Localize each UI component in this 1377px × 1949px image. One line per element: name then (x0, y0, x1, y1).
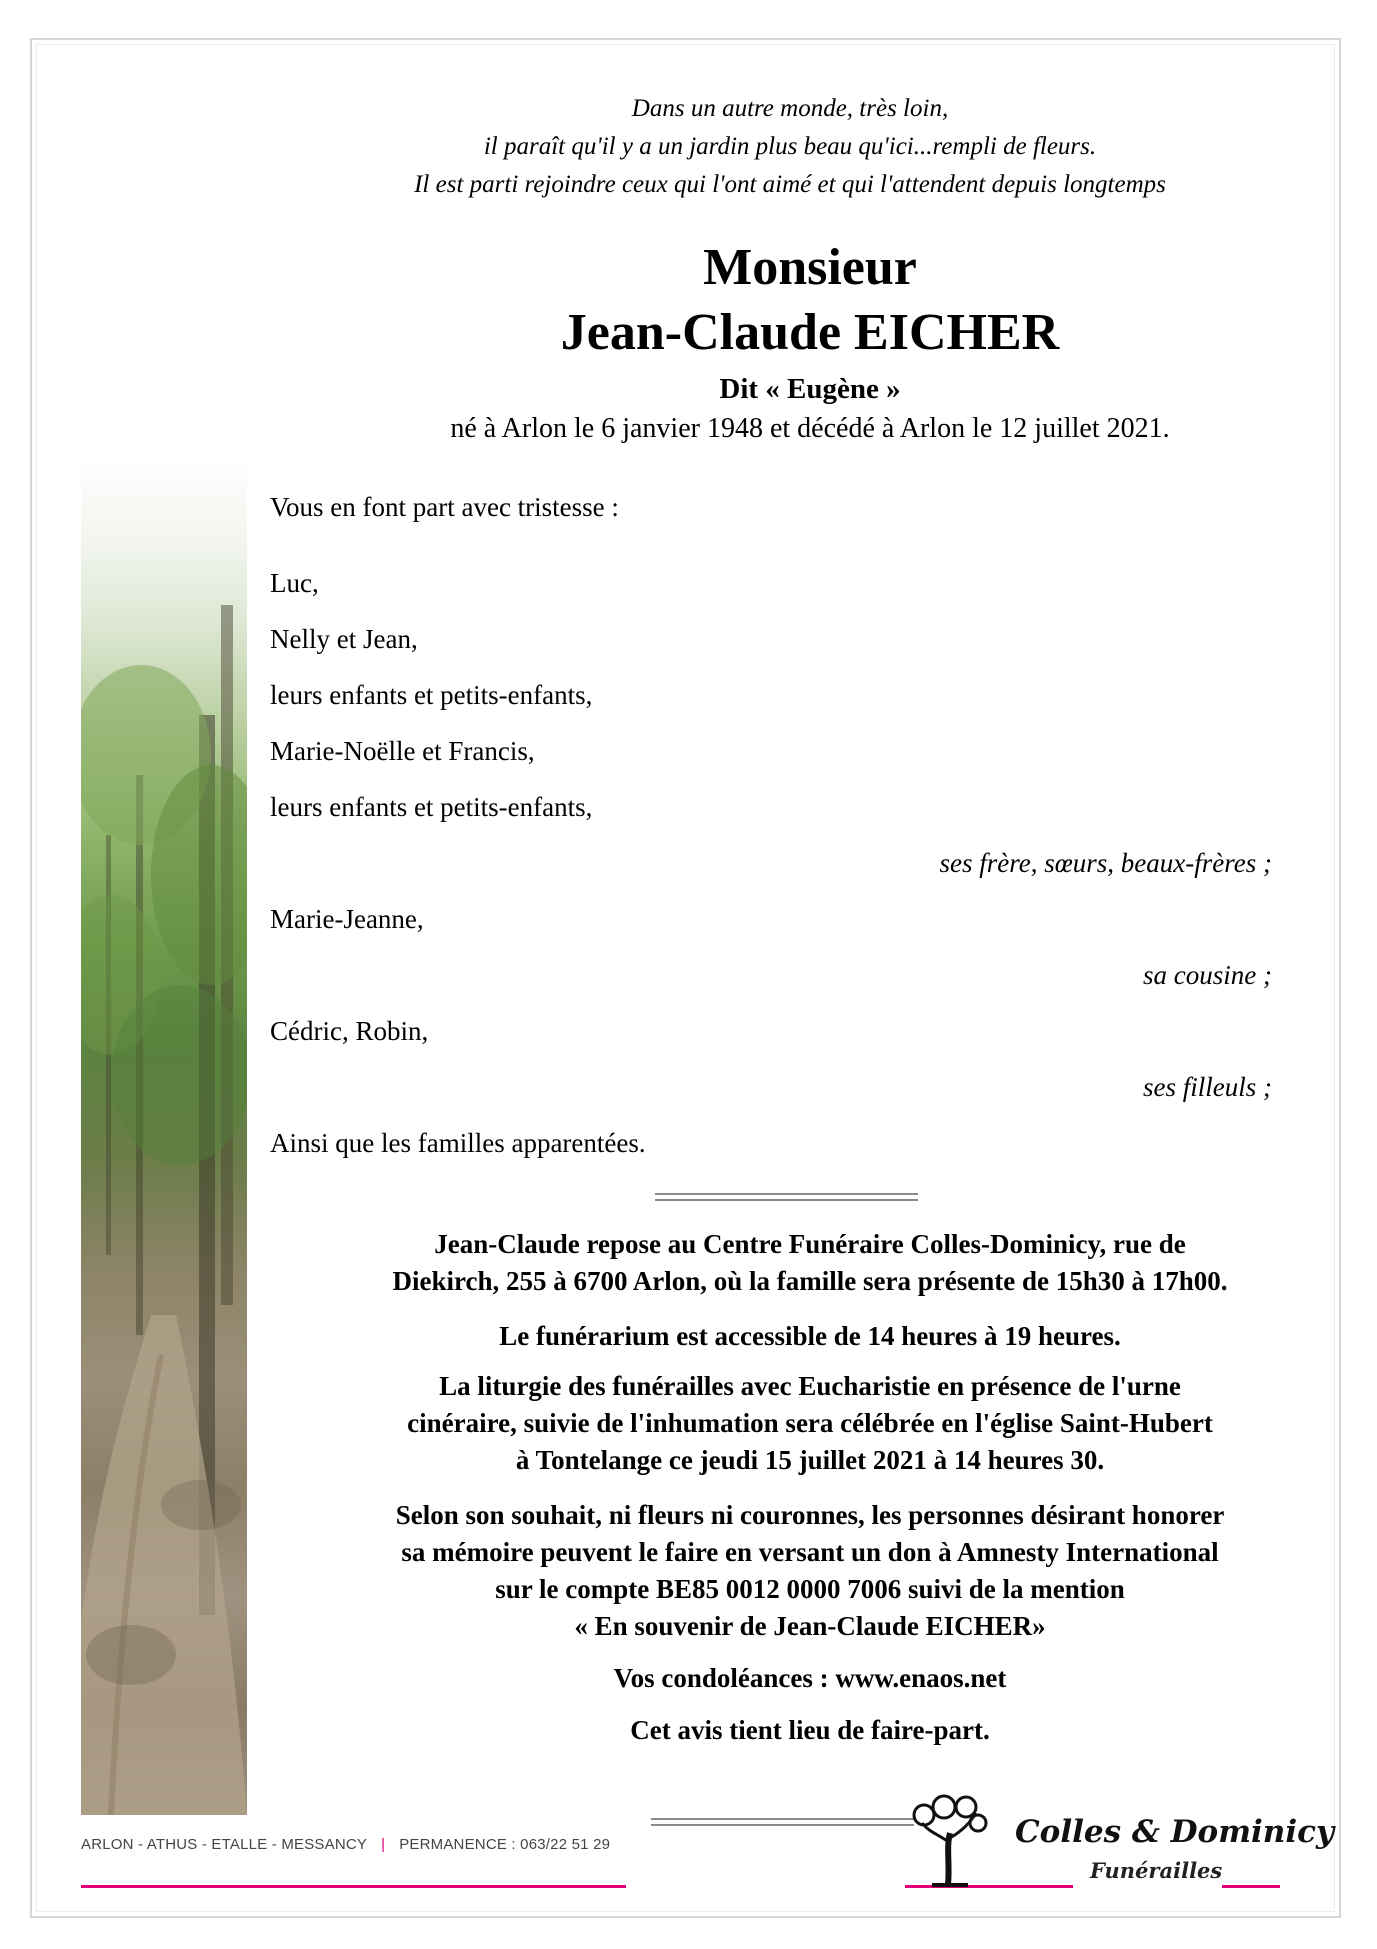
footer-pink-line (81, 1885, 626, 1888)
family-line: Luc, (270, 568, 319, 598)
info-line: La liturgie des funérailles avec Eucharistie en présence de l'urne (439, 1371, 1181, 1401)
notice-text: Cet avis tient lieu de faire-part. (630, 1715, 990, 1745)
info-line: « En souvenir de Jean-Claude EICHER» (574, 1611, 1046, 1641)
family-line: Marie-Noëlle et Francis, (270, 736, 535, 766)
honorific: Monsieur (703, 239, 917, 296)
brand-name: Colles & Dominicy (1015, 1814, 1334, 1850)
forest-path-photo (81, 455, 247, 1815)
footer-pink-line (1222, 1885, 1280, 1888)
info-line: sa mémoire peuvent le faire en versant un don à Amnesty International (401, 1537, 1219, 1567)
family-closing: Ainsi que les familles apparentées. (270, 1128, 646, 1158)
separator-line (655, 1199, 918, 1201)
info-line: sur le compte BE85 0012 0000 7006 suivi de la mention (495, 1574, 1125, 1604)
footer-gray-line (651, 1824, 914, 1826)
quote-line: Dans un autre monde, très loin, (631, 95, 949, 122)
donation-wish (250, 1497, 1370, 1645)
relation-cousin: sa cousine ; (1143, 960, 1272, 990)
separator-line (655, 1193, 918, 1195)
brand-subtitle: Funérailles (1090, 1858, 1223, 1883)
birth-death-dates: né à Arlon le 6 janvier 1948 et décédé à Arlon le 12 juillet 2021. (450, 413, 1170, 444)
family-line: Marie-Jeanne, (270, 904, 424, 934)
family-line: Nelly et Jean, (270, 624, 418, 654)
rest-location (250, 1226, 1370, 1300)
info-line: Jean-Claude repose au Centre Funéraire Colles-Dominicy, rue de (434, 1229, 1186, 1259)
footer-gray-line (651, 1818, 914, 1820)
footer-locations: ARLON - ATHUS - ETALLE - MESSANCY (81, 1836, 368, 1853)
info-line: Diekirch, 255 à 6700 Arlon, où la famille sera présente de 15h30 à 17h00. (392, 1266, 1228, 1296)
relation-godchildren: ses filleuls ; (1143, 1072, 1272, 1102)
footer-contact (81, 1836, 610, 1853)
liturgy-details (250, 1368, 1370, 1479)
family-line: leurs enfants et petits-enfants, (270, 792, 593, 822)
tree-logo-icon (910, 1793, 990, 1889)
info-line: à Tontelange ce jeudi 15 juillet 2021 à 14 heures 30. (515, 1445, 1105, 1475)
condolences-link[interactable]: Vos condoléances : www.enaos.net (613, 1663, 1007, 1693)
deceased-name: Jean-Claude EICHER (560, 304, 1060, 361)
epigraph-quote (250, 90, 1330, 204)
family-line: Cédric, Robin, (270, 1016, 429, 1046)
quote-line: il paraît qu'il y a un jardin plus beau qu'ici...rempli de fleurs. (483, 133, 1097, 160)
footer-separator: | (381, 1836, 386, 1853)
relation-siblings: ses frère, sœurs, beaux-frères ; (939, 848, 1272, 878)
footer-permanence: PERMANENCE : 063/22 51 29 (399, 1836, 611, 1853)
family-intro: Vous en font part avec tristesse : (270, 492, 619, 522)
info-line: Selon son souhait, ni fleurs ni couronnes, les personnes désirant honorer (395, 1500, 1225, 1530)
deceased-alias: Dit « Eugène » (719, 373, 901, 405)
quote-line: Il est parti rejoindre ceux qui l'ont aimé et qui l'attendent depuis longtemps (414, 171, 1166, 198)
funerarium-hours: Le funérarium est accessible de 14 heures à 19 heures. (499, 1321, 1121, 1351)
info-line: cinéraire, suivie de l'inhumation sera célébrée en l'église Saint-Hubert (407, 1408, 1213, 1438)
family-line: leurs enfants et petits-enfants, (270, 680, 593, 710)
